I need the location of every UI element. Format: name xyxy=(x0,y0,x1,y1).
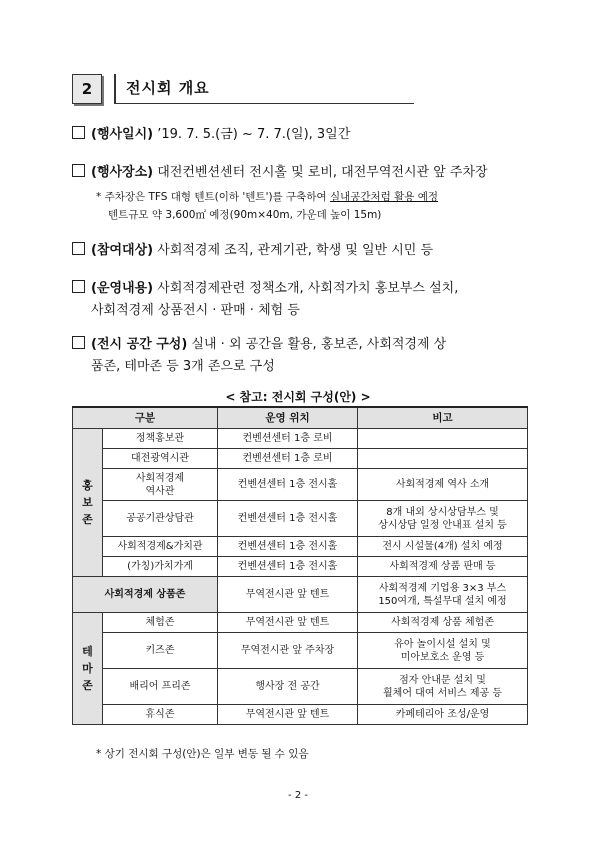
row-name: 키즈존 xyxy=(103,633,218,669)
row-location: 컨벤션센터 1층 전시홀 xyxy=(218,469,358,501)
checkbox-icon xyxy=(72,126,85,139)
row-name: 정책홍보관 xyxy=(103,429,218,449)
item-operation xyxy=(72,278,542,322)
section-divider xyxy=(114,74,116,104)
row-location: 무역전시관 앞 주차장 xyxy=(218,633,358,669)
row-name: 사회적경제 역사관 xyxy=(103,469,218,501)
checkbox-icon xyxy=(72,164,85,177)
row-note: 점자 안내문 설치 및 휠체어 대여 서비스 제공 등 xyxy=(358,669,528,705)
venue-note-size: 텐트규모 약 3,600㎡ 예정(90m×40m, 가운데 높이 15m) xyxy=(108,209,382,221)
table-row xyxy=(73,613,528,633)
item-label: (운영내용) xyxy=(91,281,154,296)
table-row xyxy=(73,557,528,577)
group-promotion: 홍 보 존 xyxy=(73,429,103,577)
item-date xyxy=(72,124,542,146)
row-location: 컨벤션센터 1층 전시홀 xyxy=(218,501,358,537)
checkbox-icon xyxy=(72,242,85,255)
row-name: 체험존 xyxy=(103,613,218,633)
item-venue xyxy=(72,162,542,184)
item-text-continued: 사회적경제 상품전시 · 판매 · 체험 등 xyxy=(91,303,300,318)
row-name: 휴식존 xyxy=(103,705,218,725)
row-location: 컨벤션센터 1층 전시홀 xyxy=(218,537,358,557)
section-underline xyxy=(114,103,414,104)
table-row xyxy=(73,429,528,449)
row-name: 공공기관상담관 xyxy=(103,501,218,537)
table-row xyxy=(73,501,528,537)
exhibition-table xyxy=(72,406,528,725)
table-row xyxy=(73,469,528,501)
venue-note xyxy=(96,188,536,224)
table-row xyxy=(73,633,528,669)
page-number: - 2 - xyxy=(288,790,308,801)
row-note: 전시 시설물(4개) 설치 예정 xyxy=(358,537,528,557)
row-name: 배리어 프리존 xyxy=(103,669,218,705)
row-note: 사회적경제 상품 판매 등 xyxy=(358,557,528,577)
checkbox-icon xyxy=(72,280,85,293)
header-location: 운영 위치 xyxy=(218,407,358,429)
group-theme: 테 마 존 xyxy=(73,613,103,725)
row-note: 8개 내외 상시상담부스 및 상시상담 일정 안내표 설치 등 xyxy=(358,501,528,537)
table-caption: < 참고: 전시회 구성(안) > xyxy=(225,390,371,404)
row-location: 행사장 전 공간 xyxy=(218,669,358,705)
table-header-row xyxy=(73,407,528,429)
row-note xyxy=(358,429,528,449)
item-participants xyxy=(72,240,542,262)
table-row xyxy=(73,537,528,557)
row-note: 사회적경제 상품 체험존 xyxy=(358,613,528,633)
section-number-box xyxy=(72,74,102,104)
row-note: 사회적경제 기업용 3×3 부스 150여개, 특설무대 설치 예정 xyxy=(358,577,528,613)
row-location: 무역전시관 앞 텐트 xyxy=(218,705,358,725)
row-note: 유아 놀이시설 설치 및 미아보호소 운영 등 xyxy=(358,633,528,669)
row-note: 사회적경제 역사 소개 xyxy=(358,469,528,501)
item-label: (전시 공간 구성) xyxy=(91,337,188,352)
item-text: 사회적경제 조직, 관계기관, 학생 및 일반 시민 등 xyxy=(153,243,434,258)
table-row xyxy=(73,449,528,469)
table-row xyxy=(73,577,528,613)
venue-note-underlined: 실내공간처럼 활용 예정 xyxy=(329,191,439,203)
venue-note-text: * 주차장은 TFS 대형 텐트(이하 '텐트')를 구축하여 xyxy=(96,191,330,203)
item-label: (행사장소) xyxy=(91,165,154,180)
row-location: 컨벤션센터 1층 전시홀 xyxy=(218,557,358,577)
item-text: 실내 · 외 공간을 활용, 홍보존, 사회적경제 상 xyxy=(187,337,447,352)
row-location: 무역전시관 앞 텐트 xyxy=(218,577,358,613)
table-row xyxy=(73,669,528,705)
row-note: 카페테리아 조성/운영 xyxy=(358,705,528,725)
item-label: (행사일시) xyxy=(91,127,154,142)
checkbox-icon xyxy=(72,336,85,349)
row-name: 대전광역시관 xyxy=(103,449,218,469)
header-category: 구분 xyxy=(73,407,218,429)
row-name: (가칭)가치가게 xyxy=(103,557,218,577)
item-text: 사회적경제관련 정책소개, 사회적가치 홍보부스 설치, xyxy=(153,281,459,296)
header-note: 비고 xyxy=(358,407,528,429)
row-location: 컨벤션센터 1층 로비 xyxy=(218,429,358,449)
item-space xyxy=(72,334,542,378)
group-social-products: 사회적경제 상품존 xyxy=(73,577,218,613)
row-note xyxy=(358,449,528,469)
item-text: ’19. 7. 5.(금) ~ 7. 7.(일), 3일간 xyxy=(153,127,351,142)
row-name: 사회적경제&가치관 xyxy=(103,537,218,557)
item-label: (참여대상) xyxy=(91,243,154,258)
item-text: 대전컨벤션센터 전시홀 및 로비, 대전무역전시관 앞 주차장 xyxy=(153,165,488,180)
row-location: 컨벤션센터 1층 로비 xyxy=(218,449,358,469)
section-number: 2 xyxy=(81,80,93,98)
row-location: 무역전시관 앞 텐트 xyxy=(218,613,358,633)
footnote: * 상기 전시회 구성(안)은 일부 변동 될 수 있음 xyxy=(96,748,309,760)
item-text-continued: 품존, 테마존 등 3개 존으로 구성 xyxy=(91,359,275,374)
section-title: 전시회 개요 xyxy=(126,79,210,97)
table-row xyxy=(73,705,528,725)
